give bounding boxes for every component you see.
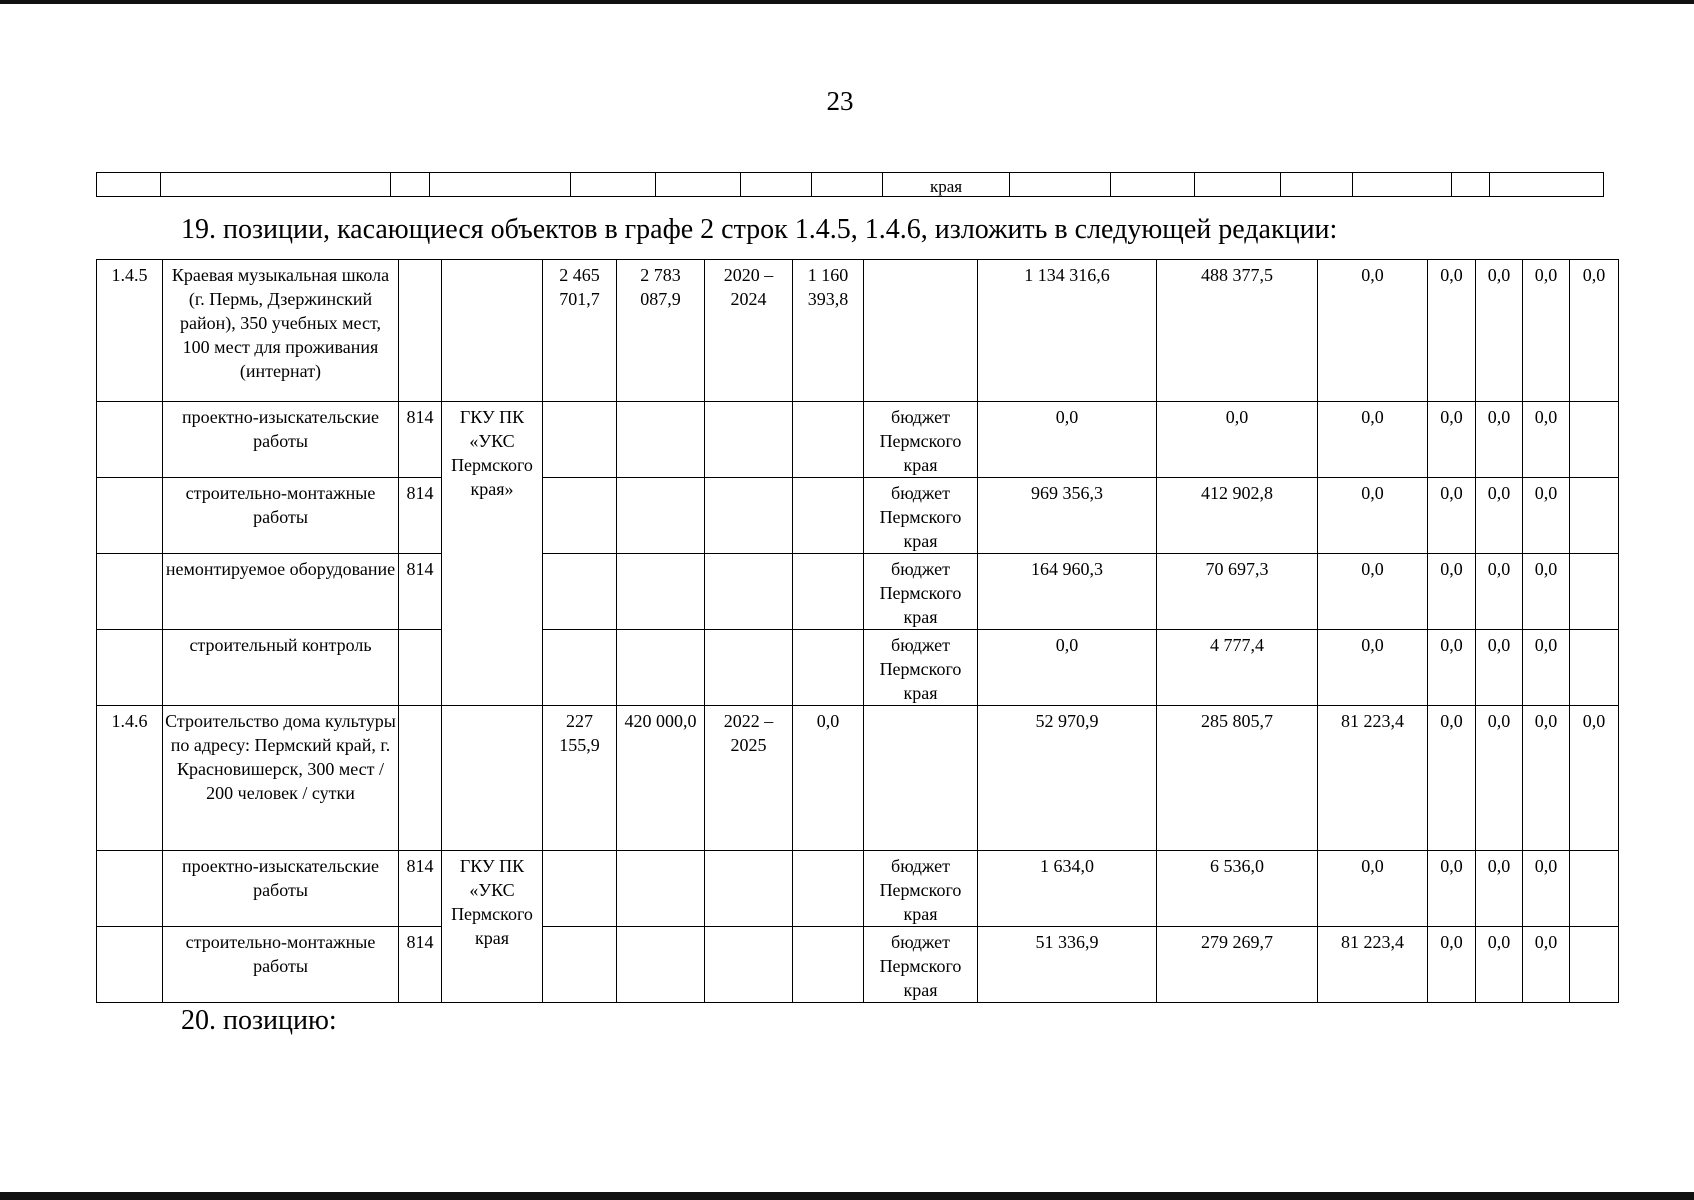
- row-name: Краевая музыкальная школа (г. Пермь, Дзержинский район), 350 учебных мест, 100 мест для проживания (интернат): [163, 260, 399, 402]
- row-year-2: 488 377,5: [1157, 260, 1318, 402]
- table-row: [97, 402, 1619, 478]
- row-value-2: [617, 851, 705, 927]
- row-code: [97, 478, 163, 554]
- row-period: [705, 630, 793, 706]
- row-value-3: [793, 478, 864, 554]
- row-grbs: 814: [399, 851, 442, 927]
- row-customer: [442, 706, 543, 851]
- row-code: [97, 851, 163, 927]
- row-value-2: [617, 554, 705, 630]
- row-year-6: 0,0: [1523, 260, 1570, 402]
- row-value-1: [543, 478, 617, 554]
- row-year-4: 0,0: [1428, 630, 1476, 706]
- strip-cell: [1010, 173, 1111, 197]
- row-year-1: 52 970,9: [978, 706, 1157, 851]
- next-item-line: 20. позицию:: [181, 1005, 337, 1036]
- row-value-2: [617, 478, 705, 554]
- strip-cell: [161, 173, 391, 197]
- row-grbs: [399, 706, 442, 851]
- row-customer: ГКУ ПК «УКС Пермского края: [442, 851, 543, 1003]
- strip-cell: [1452, 173, 1490, 197]
- row-year-7: [1570, 554, 1619, 630]
- row-grbs: 814: [399, 402, 442, 478]
- row-year-6: 0,0: [1523, 554, 1570, 630]
- row-period: 2020 – 2024: [705, 260, 793, 402]
- row-year-7: [1570, 927, 1619, 1003]
- row-year-1: 0,0: [978, 630, 1157, 706]
- row-name: строительный контроль: [163, 630, 399, 706]
- row-source: бюджет Пермского края: [864, 851, 978, 927]
- row-value-2: 2 783 087,9: [617, 260, 705, 402]
- row-year-3: 0,0: [1318, 402, 1428, 478]
- row-year-6: 0,0: [1523, 478, 1570, 554]
- row-year-6: 0,0: [1523, 927, 1570, 1003]
- table-row: [97, 927, 1619, 1003]
- row-year-2: 6 536,0: [1157, 851, 1318, 927]
- row-year-3: 0,0: [1318, 630, 1428, 706]
- strip-cell: [1353, 173, 1452, 197]
- row-year-3: 0,0: [1318, 554, 1428, 630]
- row-year-4: 0,0: [1428, 478, 1476, 554]
- row-period: [705, 402, 793, 478]
- continuation-table-strip: [96, 172, 1604, 197]
- table-row: [97, 630, 1619, 706]
- row-value-3: [793, 402, 864, 478]
- strip-cell: [1195, 173, 1281, 197]
- row-grbs: [399, 630, 442, 706]
- row-year-4: 0,0: [1428, 851, 1476, 927]
- strip-cell: [97, 173, 161, 197]
- strip-cell: [430, 173, 571, 197]
- row-source: бюджет Пермского края: [864, 927, 978, 1003]
- strip-cell: [1111, 173, 1195, 197]
- row-year-4: 0,0: [1428, 554, 1476, 630]
- strip-cell: [741, 173, 812, 197]
- row-year-2: 4 777,4: [1157, 630, 1318, 706]
- row-period: 2022 – 2025: [705, 706, 793, 851]
- strip-cell: [1490, 173, 1604, 197]
- row-code: [97, 554, 163, 630]
- row-value-1: 2 465 701,7: [543, 260, 617, 402]
- row-source: бюджет Пермского края: [864, 478, 978, 554]
- row-grbs: 814: [399, 478, 442, 554]
- row-value-2: [617, 927, 705, 1003]
- row-value-3: 0,0: [793, 706, 864, 851]
- row-code: [97, 927, 163, 1003]
- row-value-1: [543, 554, 617, 630]
- row-name: строительно-монтажные работы: [163, 927, 399, 1003]
- row-year-5: 0,0: [1476, 630, 1523, 706]
- row-value-3: 1 160 393,8: [793, 260, 864, 402]
- row-year-1: 164 960,3: [978, 554, 1157, 630]
- row-value-1: [543, 851, 617, 927]
- table-row: [97, 260, 1619, 402]
- row-year-5: 0,0: [1476, 927, 1523, 1003]
- row-year-5: 0,0: [1476, 706, 1523, 851]
- row-year-7: [1570, 402, 1619, 478]
- row-value-1: [543, 630, 617, 706]
- row-year-7: 0,0: [1570, 706, 1619, 851]
- row-name: проектно-изыскательские работы: [163, 851, 399, 927]
- row-year-6: 0,0: [1523, 630, 1570, 706]
- row-code: 1.4.6: [97, 706, 163, 851]
- row-year-5: 0,0: [1476, 402, 1523, 478]
- row-year-2: 285 805,7: [1157, 706, 1318, 851]
- table-row: [97, 706, 1619, 851]
- row-customer: ГКУ ПК «УКС Пермского края»: [442, 402, 543, 706]
- row-value-3: [793, 630, 864, 706]
- row-code: 1.4.5: [97, 260, 163, 402]
- row-value-1: 227 155,9: [543, 706, 617, 851]
- strip-cell: [391, 173, 430, 197]
- row-year-3: 0,0: [1318, 260, 1428, 402]
- row-year-2: 70 697,3: [1157, 554, 1318, 630]
- scan-bottom-edge: [0, 1192, 1694, 1200]
- row-year-1: 1 634,0: [978, 851, 1157, 927]
- row-value-1: [543, 402, 617, 478]
- row-year-4: 0,0: [1428, 927, 1476, 1003]
- table-row: [97, 851, 1619, 927]
- row-source: [864, 260, 978, 402]
- row-year-7: 0,0: [1570, 260, 1619, 402]
- row-code: [97, 402, 163, 478]
- row-year-1: 969 356,3: [978, 478, 1157, 554]
- row-name: строительно-монтажные работы: [163, 478, 399, 554]
- row-grbs: 814: [399, 927, 442, 1003]
- row-year-5: 0,0: [1476, 260, 1523, 402]
- row-year-4: 0,0: [1428, 402, 1476, 478]
- row-year-4: 0,0: [1428, 260, 1476, 402]
- row-code: [97, 630, 163, 706]
- row-source: бюджет Пермского края: [864, 554, 978, 630]
- row-year-2: 0,0: [1157, 402, 1318, 478]
- row-year-7: [1570, 478, 1619, 554]
- row-period: [705, 927, 793, 1003]
- row-year-7: [1570, 630, 1619, 706]
- strip-cell: [812, 173, 883, 197]
- row-value-3: [793, 554, 864, 630]
- row-year-3: 0,0: [1318, 851, 1428, 927]
- row-source: бюджет Пермского края: [864, 402, 978, 478]
- row-source: [864, 706, 978, 851]
- row-grbs: [399, 260, 442, 402]
- row-year-1: 51 336,9: [978, 927, 1157, 1003]
- row-year-4: 0,0: [1428, 706, 1476, 851]
- strip-cell: [571, 173, 656, 197]
- row-year-3: 0,0: [1318, 478, 1428, 554]
- row-year-1: 0,0: [978, 402, 1157, 478]
- row-value-3: [793, 851, 864, 927]
- row-year-2: 279 269,7: [1157, 927, 1318, 1003]
- row-year-6: 0,0: [1523, 402, 1570, 478]
- table-row: [97, 554, 1619, 630]
- row-period: [705, 478, 793, 554]
- row-value-3: [793, 927, 864, 1003]
- row-value-2: 420 000,0: [617, 706, 705, 851]
- scan-top-edge: [0, 0, 1694, 4]
- row-customer: [442, 260, 543, 402]
- row-period: [705, 851, 793, 927]
- row-source: бюджет Пермского края: [864, 630, 978, 706]
- row-value-2: [617, 402, 705, 478]
- row-grbs: 814: [399, 554, 442, 630]
- row-year-5: 0,0: [1476, 478, 1523, 554]
- row-name: Строительство дома культуры по адресу: Пермский край, г. Красновишерск, 300 мест / 200 человек / сутки: [163, 706, 399, 851]
- row-year-6: 0,0: [1523, 851, 1570, 927]
- row-year-5: 0,0: [1476, 851, 1523, 927]
- row-year-7: [1570, 851, 1619, 927]
- section-heading: 19. позиции, касающиеся объектов в графе 2 строк 1.4.5, 1.4.6, изложить в следующей редакции:: [181, 214, 1338, 245]
- row-year-5: 0,0: [1476, 554, 1523, 630]
- row-value-1: [543, 927, 617, 1003]
- row-year-3: 81 223,4: [1318, 706, 1428, 851]
- strip-cell: [1281, 173, 1353, 197]
- strip-cell-source: края: [883, 173, 1010, 197]
- row-year-2: 412 902,8: [1157, 478, 1318, 554]
- strip-cell: [656, 173, 741, 197]
- page-number: 23: [826, 86, 854, 116]
- row-name: немонтируемое оборудование: [163, 554, 399, 630]
- row-year-3: 81 223,4: [1318, 927, 1428, 1003]
- row-name: проектно-изыскательские работы: [163, 402, 399, 478]
- table-row: [97, 478, 1619, 554]
- row-year-1: 1 134 316,6: [978, 260, 1157, 402]
- row-value-2: [617, 630, 705, 706]
- objects-table: [96, 259, 1619, 1003]
- row-period: [705, 554, 793, 630]
- row-year-6: 0,0: [1523, 706, 1570, 851]
